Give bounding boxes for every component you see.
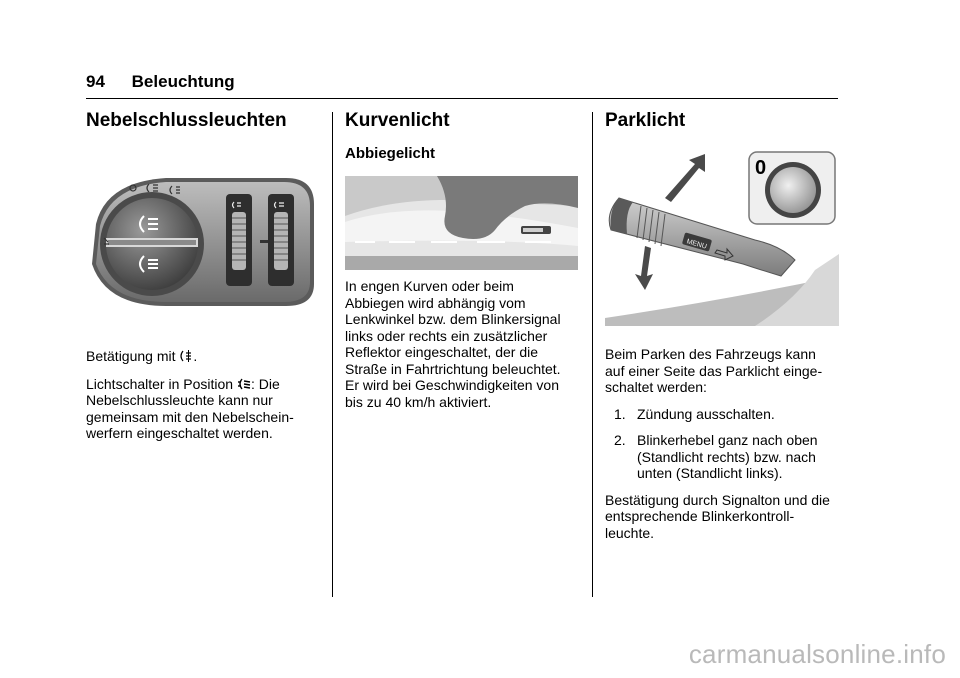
light-switch-figure [86,164,318,312]
parking-light-confirmation: Bestätigung durch Signalton und die entsprechende Blinkerkontroll- leuchte. [605,491,830,541]
turn-signal-lever-figure [605,150,839,326]
header-rule [86,98,838,99]
page-header [86,72,235,92]
cornering-light-description: In engen Kurven oder beim Abbiegen wird abhängig vom Lenkwinkel bzw. dem Blinkersignal links oder rechts ein zusätzlicher Reflektor eingeschaltet, der die Straße in Fahrtrichtung beleuchtet. Er wird bei Geschwindigkeiten von bis zu 40 km/h aktiviert. [345,278,561,410]
col3-text [605,346,841,541]
column-divider-1 [332,112,333,597]
menu-button-label: MENU [685,238,708,251]
section-nebelschlussleuchten [86,108,318,134]
rear-fog-light-icon [179,349,193,363]
fog-light-operation: Betätigung mit . [86,348,198,364]
fog-light-description: Lichtschalter in Position : Die Nebelschlussleuchte kann nur gemeinsam mit den Nebelschein- werfern eingeschaltet werden. [86,375,294,441]
parking-light-steps [605,406,841,482]
section-title: Nebelschlussleuchten [86,110,287,131]
chapter-title: Beleuchtung [131,72,235,91]
section-title: Parklicht [605,110,686,131]
list-item: 1. Zündung ausschalten. [614,405,775,422]
column-divider-2 [592,112,593,597]
page-number: 94 [86,72,105,91]
section-parklicht [605,108,841,134]
watermark: carmanualsonline.info [688,639,946,669]
cornering-light-figure [345,176,578,270]
col2-text [345,278,581,410]
subsection-title: Abbiegelicht [345,145,436,162]
section-kurvenlicht [345,108,581,164]
list-item: 2. Blinkerhebel ganz nach oben (Standlicht rechts) bzw. nach unten (Standlicht links). [614,432,818,481]
col1-text [86,348,318,442]
low-beam-icon [237,377,251,391]
section-title: Kurvenlicht [345,110,450,131]
parking-light-intro: Beim Parken des Fahrzeugs kann auf einer Seite das Parklicht einge- schaltet werden: [605,346,823,395]
inset-label: 0 [755,157,767,179]
